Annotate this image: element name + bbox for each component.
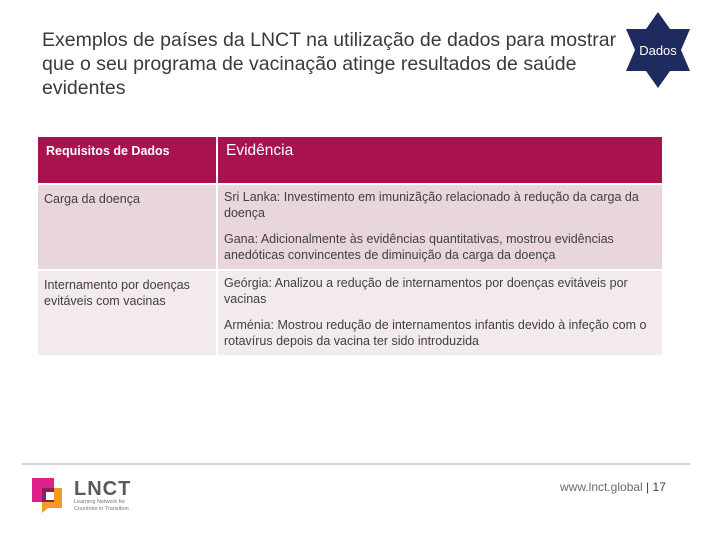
row-label-disease-burden: Carga da doença: [38, 185, 216, 269]
column-header-requirements: Requisitos de Dados: [38, 137, 216, 183]
requirements-table: [36, 135, 664, 357]
page-number: 17: [652, 480, 666, 494]
column-header-evidence: Evidência: [218, 137, 662, 183]
row-label-hospitalization: Internamento por doenças evitáveis com vacinas: [38, 271, 216, 355]
logo-tagline: Learning Network for Countries in Transition: [74, 499, 129, 512]
footer-url[interactable]: www.lnct.global: [560, 480, 643, 494]
evidence-item: Sri Lanka: Investimento em imunizãção relacionado à redução da carga da doença: [224, 190, 639, 220]
footer-separator: |: [642, 480, 653, 494]
evidence-cell: [218, 185, 662, 269]
evidence-cell: [218, 271, 662, 355]
data-badge-label: Dados: [639, 42, 677, 58]
table-row: [38, 185, 662, 269]
logo-wordmark: LNCT: [74, 478, 132, 500]
footer-divider: [22, 463, 690, 465]
evidence-item: Geórgia: Analizou a redução de internamentos por doenças evitáveis por vacinas: [224, 276, 628, 306]
table-row: [38, 271, 662, 355]
slide-title: Exemplos de países da LNCT na utilização de dados para mostrar que o seu programa de vacinação atinge resultados de saúde evidentes: [42, 29, 617, 99]
lnct-logo: [28, 474, 158, 518]
lnct-logo-icon: [28, 474, 66, 514]
footer-url-page: [560, 480, 666, 494]
table-header-row: [38, 137, 662, 183]
evidence-item: Gana: Adicionalmente às evidências quantitativas, mostrou evidências anedóticas convincentes de diminuição da carga da doença: [224, 232, 614, 262]
evidence-item: Arménia: Mostrou redução de internamentos infantis devido à infeção com o rotavírus depois da vacina ter sido introduzida: [224, 318, 647, 348]
